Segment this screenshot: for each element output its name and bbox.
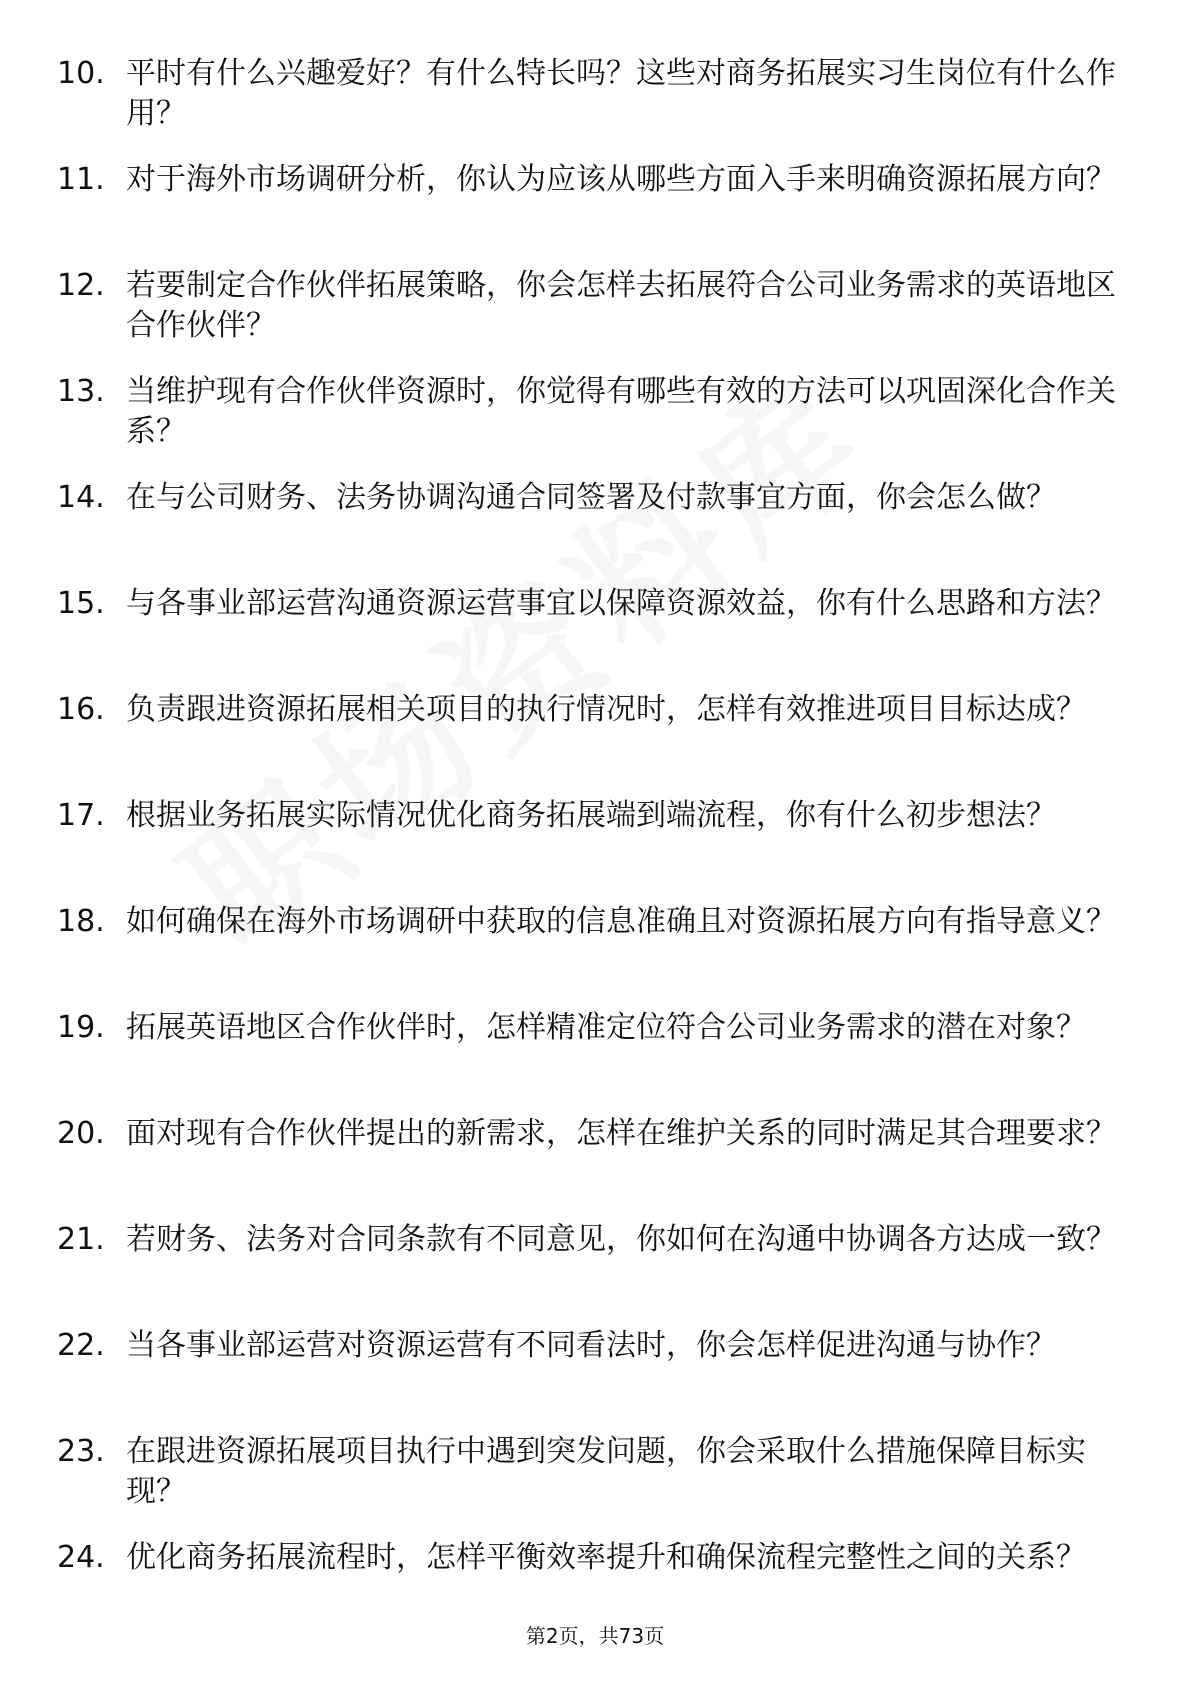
question-item: [0, 1326, 1190, 1432]
question-text: 在跟进资源拓展项目执行中遇到突发问题，你会采取什么措施保障目标实现？: [126, 1434, 1086, 1509]
question-number: 23.: [57, 1434, 105, 1469]
question-number: 19.: [57, 1010, 105, 1045]
question-number: 21.: [57, 1222, 105, 1257]
question-number: 14.: [57, 480, 105, 515]
question-item: [0, 1008, 1190, 1114]
question-text: 如何确保在海外市场调研中获取的信息准确且对资源拓展方向有指导意义？: [126, 904, 1116, 939]
question-text: 优化商务拓展流程时，怎样平衡效率提升和确保流程完整性之间的关系？: [126, 1540, 1086, 1575]
question-item: [0, 54, 1190, 160]
question-number: 22.: [57, 1328, 105, 1363]
question-item: [0, 1432, 1190, 1538]
question-text: 面对现有合作伙伴提出的新需求，怎样在维护关系的同时满足其合理要求？: [126, 1116, 1116, 1151]
question-text: 在与公司财务、法务协调沟通合同签署及付款事宜方面，你会怎么做？: [126, 480, 1056, 515]
question-text: 与各事业部运营沟通资源运营事宜以保障资源效益，你有什么思路和方法？: [126, 586, 1116, 621]
question-text: 平时有什么兴趣爱好？有什么特长吗？这些对商务拓展实习生岗位有什么作用？: [126, 56, 1116, 131]
question-number: 12.: [57, 268, 105, 303]
question-item: [0, 1114, 1190, 1220]
question-item: [0, 266, 1190, 372]
question-item: [0, 1220, 1190, 1326]
question-text: 根据业务拓展实际情况优化商务拓展端到端流程，你有什么初步想法？: [126, 798, 1056, 833]
question-text: 对于海外市场调研分析，你认为应该从哪些方面入手来明确资源拓展方向？: [126, 162, 1116, 197]
question-text: 若财务、法务对合同条款有不同意见，你如何在沟通中协调各方达成一致？: [126, 1222, 1116, 1257]
question-item: [0, 690, 1190, 796]
question-number: 11.: [57, 162, 105, 197]
question-number: 13.: [57, 374, 105, 409]
question-text: 当各事业部运营对资源运营有不同看法时，你会怎样促进沟通与协作？: [126, 1328, 1056, 1363]
question-item: [0, 584, 1190, 690]
question-item: [0, 160, 1190, 266]
question-list: [0, 54, 1190, 1644]
question-text: 负责跟进资源拓展相关项目的执行情况时，怎样有效推进项目目标达成？: [126, 692, 1086, 727]
question-number: 16.: [57, 692, 105, 727]
question-item: [0, 796, 1190, 902]
question-item: [0, 902, 1190, 1008]
question-number: 18.: [57, 904, 105, 939]
question-text: 当维护现有合作伙伴资源时，你觉得有哪些有效的方法可以巩固深化合作关系？: [126, 374, 1116, 449]
question-item: [0, 372, 1190, 478]
page-footer: 第2页，共73页: [525, 1624, 665, 1648]
question-number: 17.: [57, 798, 105, 833]
question-item: [0, 478, 1190, 584]
question-number: 10.: [57, 56, 105, 91]
question-number: 24.: [57, 1540, 105, 1575]
question-number: 20.: [57, 1116, 105, 1151]
question-number: 15.: [57, 586, 105, 621]
question-text: 拓展英语地区合作伙伴时，怎样精准定位符合公司业务需求的潜在对象？: [126, 1010, 1086, 1045]
question-text: 若要制定合作伙伴拓展策略，你会怎样去拓展符合公司业务需求的英语地区合作伙伴？: [126, 268, 1116, 343]
